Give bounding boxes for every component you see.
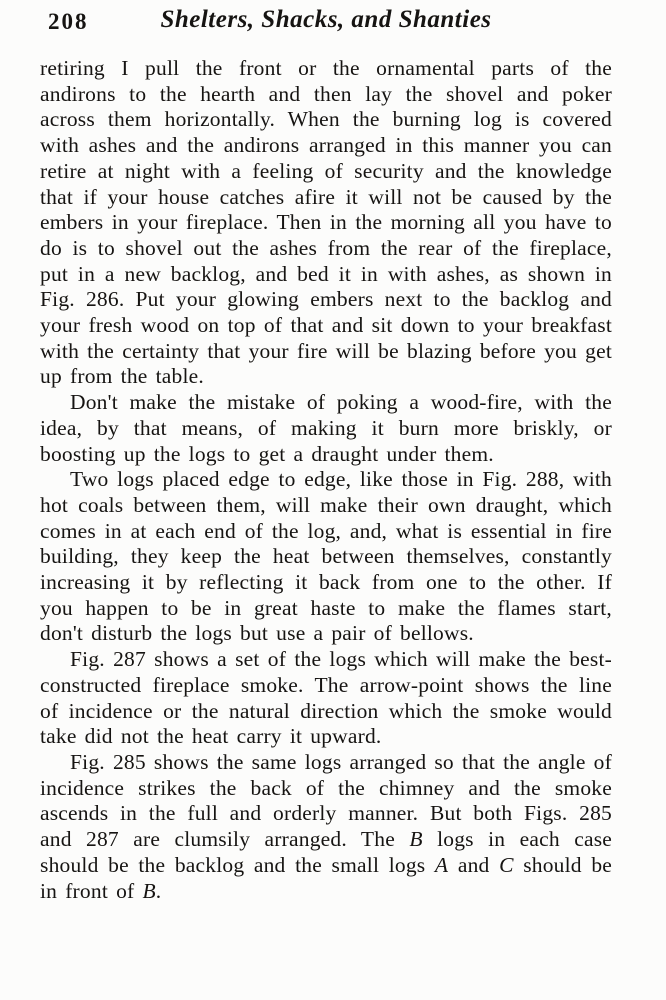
text-segment: Don't make the mistake of poking a wood-fire, with the idea, by that means, of making it burn more briskly, or boosting up the logs to get a draught under them.: [40, 390, 612, 466]
page-body: [40, 56, 612, 904]
paragraph: [40, 390, 612, 467]
italic-variable: B: [142, 878, 156, 903]
text-segment: should be in front of: [40, 852, 613, 903]
text-segment: retiring I pull the front or the ornamental parts of the andirons to the hearth and then lay the shovel and poker across them horizontally. When the burning log is covered with ashes and the andirons arranged in this manner you can retire at night with a feeling of security and the knowledge that if your house catches afire it will not be caused by the embers in your fireplace. Then in the morning all you have to do is to shovel out the ashes from the rear of the fireplace, put in a new backlog, and bed it in with ashes, as shown in Fig. 286. Put your glowing embers next to the backlog and your fresh wood on top of that and sit down to your breakfast with the certainty that your fire will be blazing before you get up from the table.: [40, 56, 612, 389]
paragraph: [40, 56, 612, 390]
text-segment: and: [448, 852, 500, 877]
running-title: Shelters, Shacks, and Shanties: [160, 6, 492, 33]
page-header: [40, 6, 612, 42]
paragraph: [40, 647, 612, 750]
text-segment: Fig. 285 shows the same logs arranged so that the angle of incidence strikes the back of the chimney and the smoke ascends in the full and orderly manner. But both Figs. 285 and 287 are clumsily arranged. The: [40, 749, 612, 852]
paragraph: [40, 750, 612, 904]
text-segment: .: [155, 878, 162, 903]
italic-variable: A: [434, 852, 449, 877]
text-segment: Two logs placed edge to edge, like those in Fig. 288, with hot coals between them, will make their own draught, which comes in at each end of the log, and, what is essential in fire building, they keep the heat between themselves, constantly increasing it by reflecting it back from one to the other. If you happen to be in great haste to make the flames start, don't disturb the logs but use a pair of bellows.: [40, 467, 612, 646]
text-segment: Fig. 287 shows a set of the logs which will make the best-constructed fireplace smoke. The arrow-point shows the line of incidence or the natural direction which the smoke would take did not the heat carry it upward.: [40, 647, 612, 749]
italic-variable: B: [409, 827, 423, 852]
page-number: 208: [48, 9, 89, 34]
text-segment: logs in each case should be the backlog and the small logs: [40, 827, 613, 877]
italic-variable: C: [499, 852, 514, 877]
paragraph: [40, 467, 612, 647]
